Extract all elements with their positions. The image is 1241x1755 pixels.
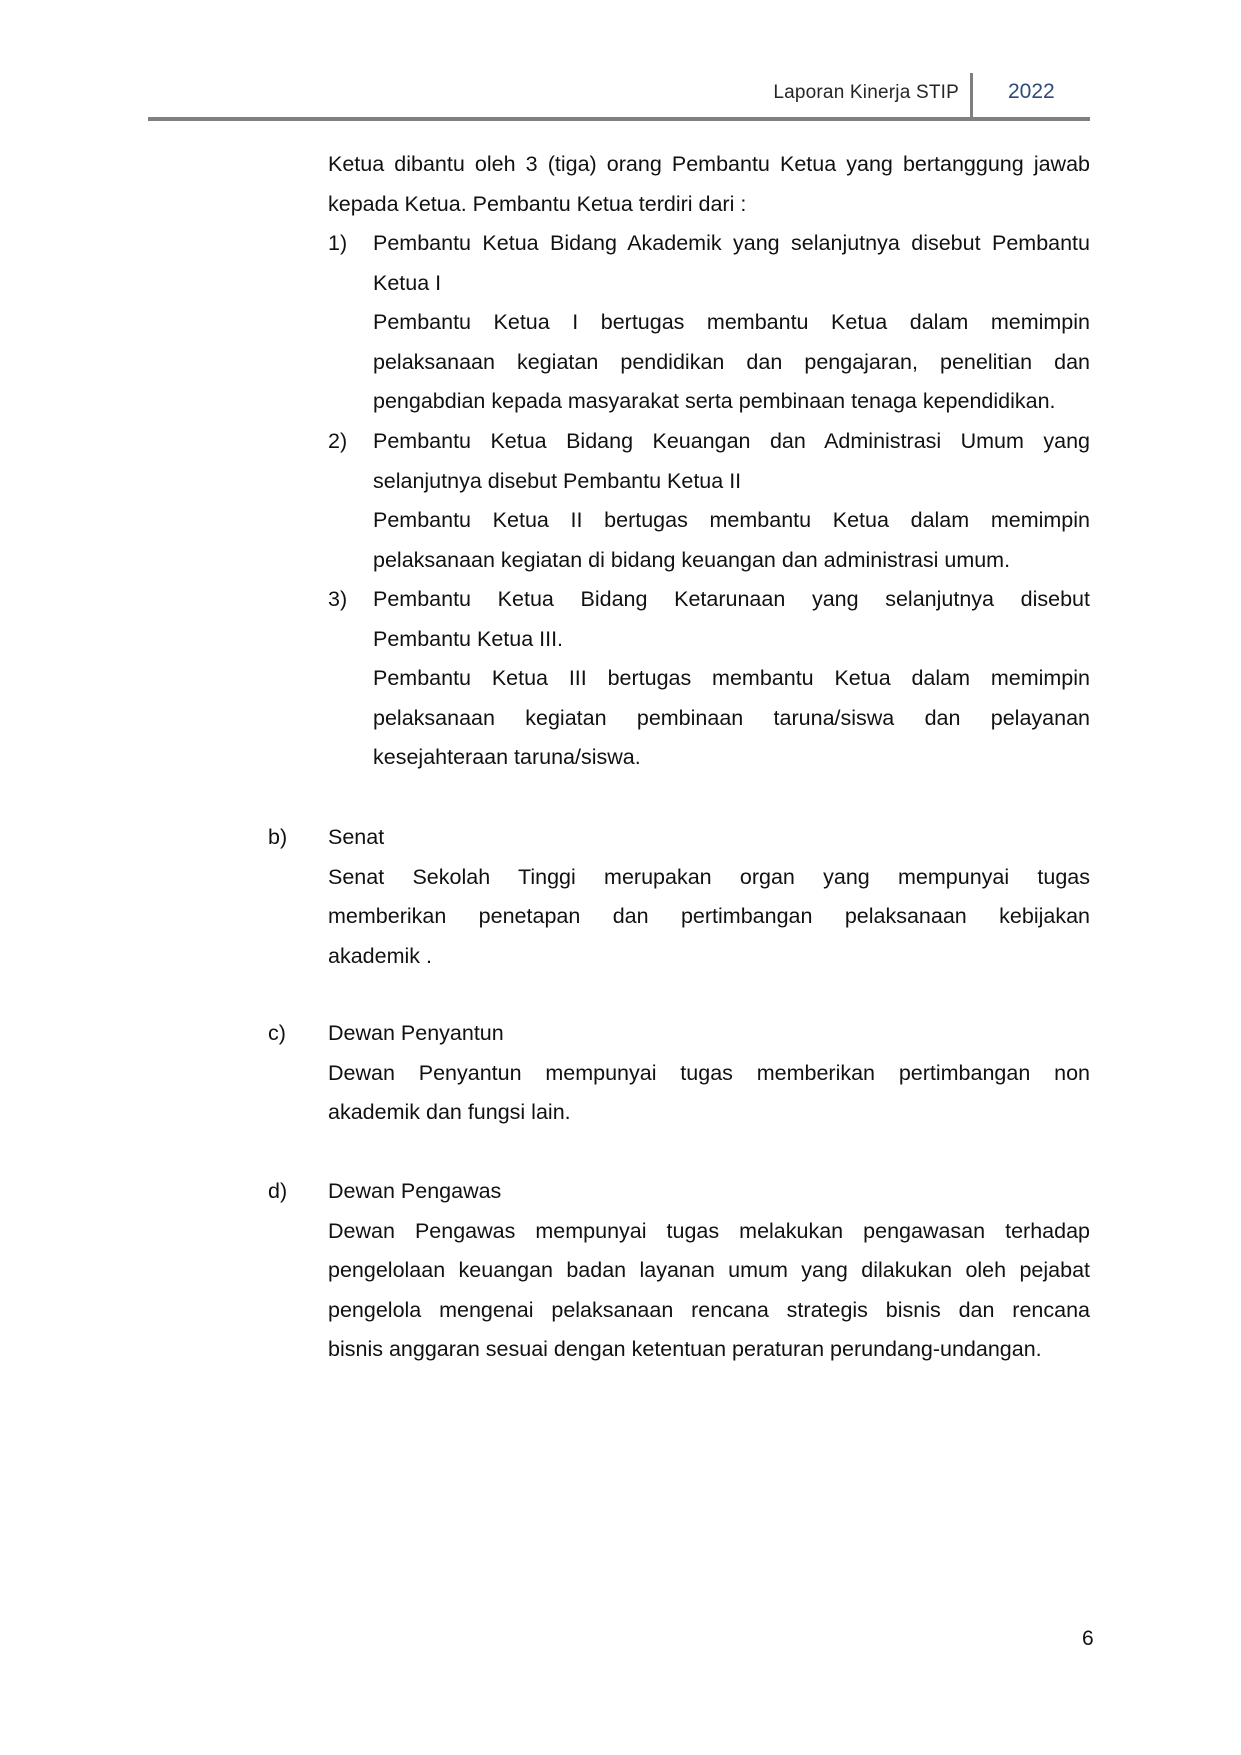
item-title-line: selanjutnya disebut Pembantu Ketua II <box>373 468 742 493</box>
section-line: akademik dan fungsi lain. <box>328 1100 571 1125</box>
running-header-year: 2022 <box>1008 80 1055 103</box>
item-desc-line: pelaksanaan kegiatan di bidang keuangan dan administrasi umum. <box>373 547 1011 572</box>
section-line: bisnis anggaran sesuai dengan ketentuan peraturan perundang-undangan. <box>328 1337 1042 1362</box>
section-line: memberikan penetapan dan pertimbangan pelaksanaan kebijakan <box>328 904 1090 929</box>
section-heading: Dewan Pengawas <box>328 1179 502 1203</box>
item-title-line: Pembantu Ketua Bidang Keuangan dan Administrasi Umum yang <box>373 429 1090 453</box>
header-rule <box>148 117 1090 121</box>
item-title-line: Pembantu Ketua Bidang Akademik yang selanjutnya disebut Pembantu <box>373 231 1090 255</box>
section-line: akademik . <box>328 943 432 968</box>
section-line: Senat Sekolah Tinggi merupakan organ yang mempunyai tugas <box>328 864 1090 889</box>
section-line: Dewan Pengawas mempunyai tugas melakukan pengawasan terhadap <box>328 1218 1090 1243</box>
item-desc-line: Pembantu Ketua II bertugas membantu Ketua dalam memimpin <box>373 508 1090 533</box>
section-heading: Senat <box>328 825 385 849</box>
item-desc-line: Pembantu Ketua I bertugas membantu Ketua dalam memimpin <box>373 310 1090 335</box>
section-letter: d) <box>268 1179 288 1203</box>
item-desc-line: kesejahteraan taruna/siswa. <box>373 745 641 770</box>
item-number: 3) <box>328 587 348 611</box>
item-desc-line: pelaksanaan kegiatan pembinaan taruna/siswa dan pelayanan <box>373 705 1090 730</box>
item-desc-line: pelaksanaan kegiatan pendidikan dan pengajaran, penelitian dan <box>373 349 1090 374</box>
section-line: Dewan Penyantun mempunyai tugas memberikan pertimbangan non <box>328 1060 1090 1085</box>
header-divider <box>970 73 973 121</box>
section-letter: c) <box>268 1021 286 1045</box>
item-title-line: Pembantu Ketua III. <box>373 626 564 651</box>
intro-line: Ketua dibantu oleh 3 (tiga) orang Pembantu Ketua yang bertanggung jawab <box>328 152 1090 176</box>
intro-line: kepada Ketua. Pembantu Ketua terdiri dari : <box>328 191 747 216</box>
page-number: 6 <box>1082 1627 1094 1650</box>
section-letter: b) <box>268 825 288 849</box>
item-desc-line: pengabdian kepada masyarakat serta pembinaan tenaga kependidikan. <box>373 389 1056 414</box>
item-title-line: Pembantu Ketua Bidang Ketarunaan yang selanjutnya disebut <box>373 587 1090 611</box>
item-desc-line: Pembantu Ketua III bertugas membantu Ketua dalam memimpin <box>373 666 1090 691</box>
running-header-title: Laporan Kinerja STIP <box>773 82 959 103</box>
section-line: pengelola mengenai pelaksanaan rencana strategis bisnis dan rencana <box>328 1297 1090 1322</box>
section-heading: Dewan Penyantun <box>328 1021 504 1045</box>
section-line: pengelolaan keuangan badan layanan umum yang dilakukan oleh pejabat <box>328 1258 1090 1283</box>
item-number: 1) <box>328 231 348 255</box>
item-title-line: Ketua I <box>373 270 442 295</box>
intro-paragraph <box>328 145 1090 224</box>
item-number: 2) <box>328 429 348 453</box>
